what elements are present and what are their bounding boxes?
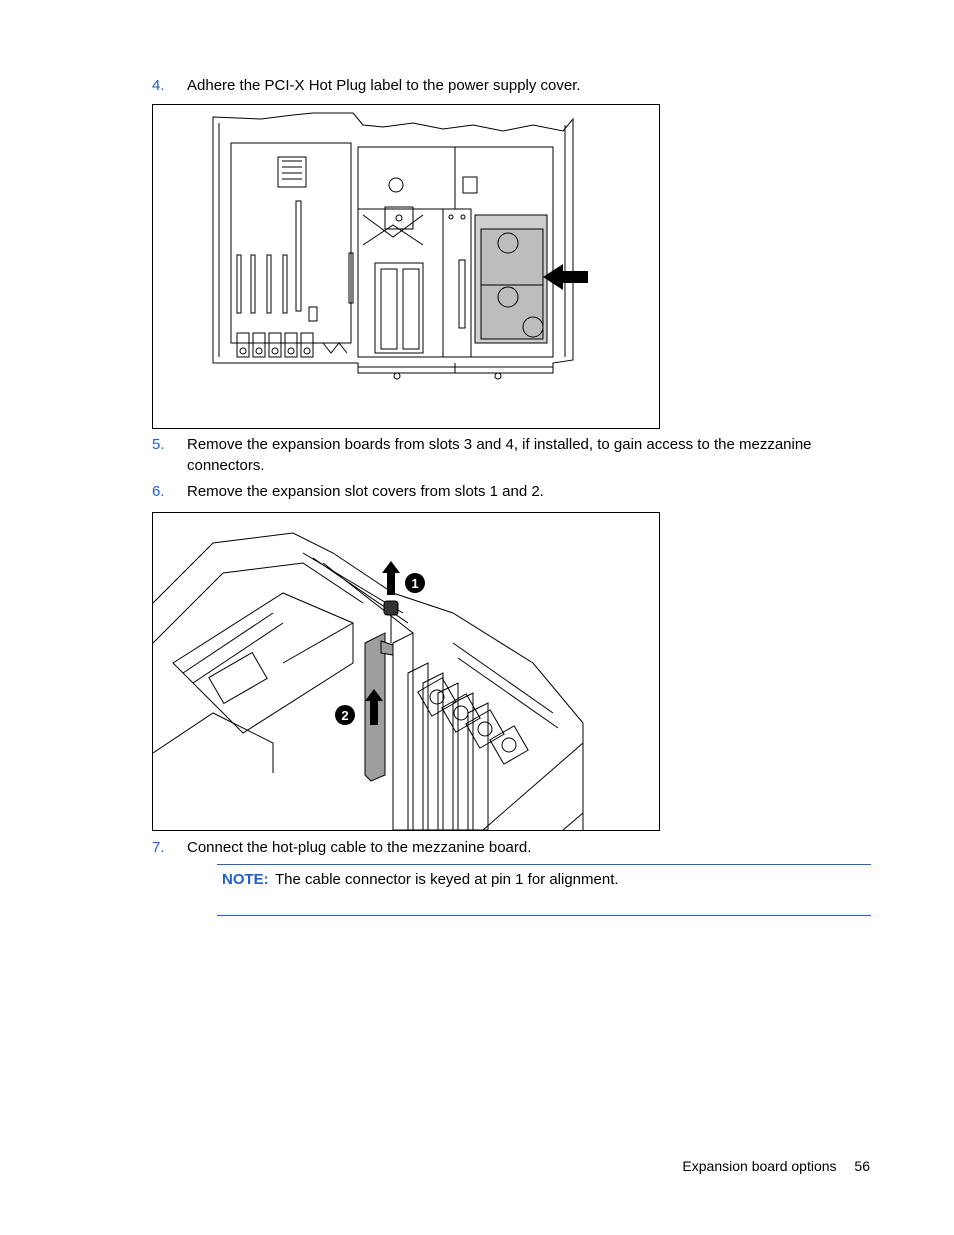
step-number: 7. xyxy=(152,839,165,856)
server-top-view-illustration xyxy=(153,105,659,428)
thumbscrew xyxy=(384,601,398,615)
note-label: NOTE: xyxy=(222,871,269,888)
step-number: 6. xyxy=(152,483,165,500)
step-number: 5. xyxy=(152,436,165,453)
callout-2-label: 2 xyxy=(341,708,349,723)
arrow-1-icon xyxy=(382,561,400,595)
step-text: Remove the expansion boards from slots 3 and 4, if installed, to gain access to the mezzanine connectors. xyxy=(187,436,812,474)
figure-server-top-view xyxy=(152,104,660,429)
step-5 xyxy=(152,434,842,476)
page-number: 56 xyxy=(854,1158,870,1174)
step-4 xyxy=(152,75,842,96)
step-text: Connect the hot-plug cable to the mezzanine board. xyxy=(187,839,532,856)
figure-slot-cover-removal xyxy=(152,512,660,831)
step-7 xyxy=(152,837,842,858)
step-text: Adhere the PCI-X Hot Plug label to the power supply cover. xyxy=(187,77,581,94)
note-box xyxy=(217,864,871,916)
step-6 xyxy=(152,481,842,502)
slot-cover-removal-illustration xyxy=(153,513,659,830)
footer-section-title: Expansion board options xyxy=(682,1158,837,1174)
note-text: The cable connector is keyed at pin 1 for alignment. xyxy=(275,871,619,888)
callout-1-label: 1 xyxy=(411,576,419,591)
page-footer xyxy=(682,1158,870,1174)
step-text: Remove the expansion slot covers from slots 1 and 2. xyxy=(187,483,544,500)
step-number: 4. xyxy=(152,77,165,94)
